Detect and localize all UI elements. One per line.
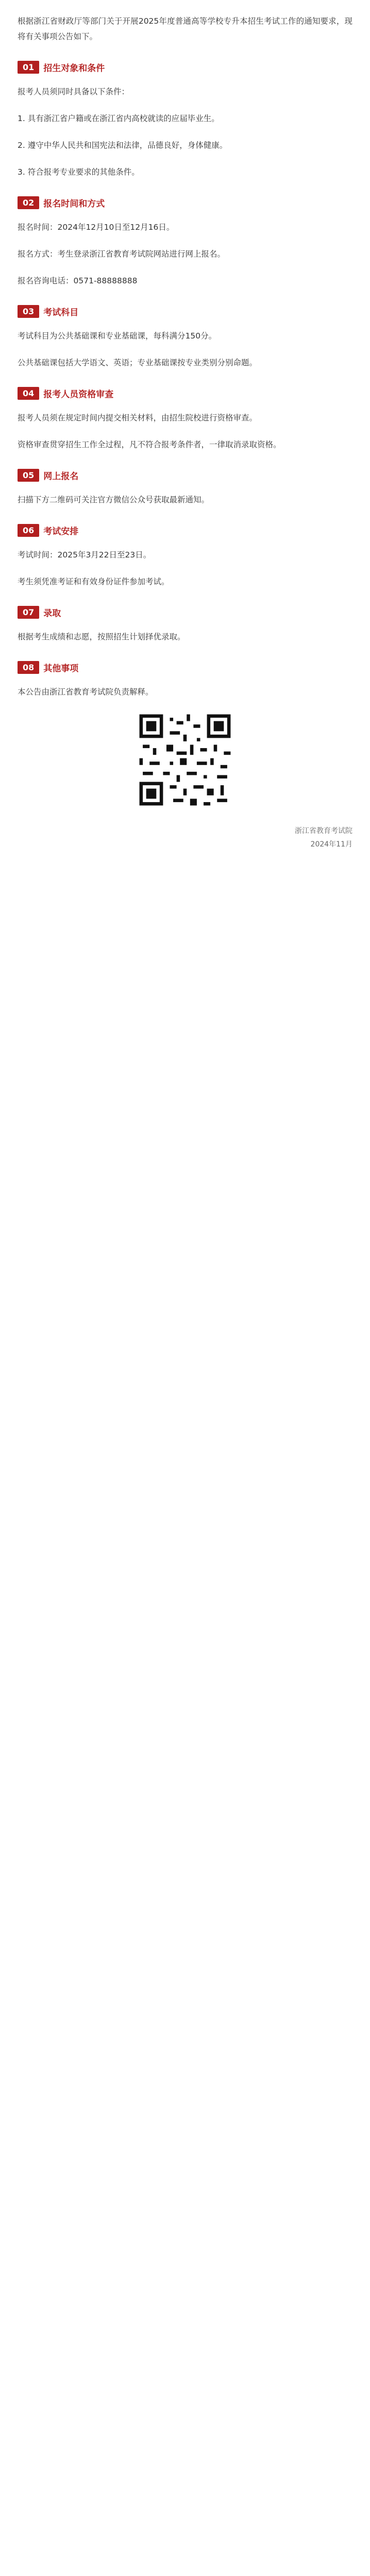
section-title <box>18 469 352 482</box>
section-heading: 其他事项 <box>43 664 79 674</box>
footer <box>18 824 352 851</box>
footer-date: 2024年11月 <box>310 840 352 849</box>
section-number: 07 <box>18 606 39 619</box>
section-paragraph: 2. 遵守中华人民共和国宪法和法律，品德良好，身体健康。 <box>18 141 228 150</box>
section-paragraph: 考试科目为公共基础课和专业基础课，每科满分150分。 <box>18 331 217 341</box>
section-title <box>18 524 352 537</box>
section-title <box>18 606 352 619</box>
qr-code-image[interactable] <box>136 711 234 809</box>
section-number: 03 <box>18 305 39 318</box>
section-paragraph: 1. 具有浙江省户籍或在浙江省内高校就读的应届毕业生。 <box>18 114 220 123</box>
section-number: 08 <box>18 661 39 674</box>
section-heading: 录取 <box>43 608 61 619</box>
section-paragraph: 报名时间：2024年12月10日至12月16日。 <box>18 223 175 232</box>
section-heading: 招生对象和条件 <box>43 63 105 74</box>
footer-org: 浙江省教育考试院 <box>295 827 352 835</box>
section-paragraph: 报名咨询电话：0571-88888888 <box>18 276 138 285</box>
section-paragraph: 3. 符合报考专业要求的其他条件。 <box>18 167 140 177</box>
section-title <box>18 61 352 74</box>
section-paragraph: 扫描下方二维码可关注官方微信公众号获取最新通知。 <box>18 495 210 504</box>
section-title <box>18 661 352 674</box>
section-heading: 网上报名 <box>43 471 79 482</box>
section-paragraph: 报名方式：考生登录浙江省教育考试院网站进行网上报名。 <box>18 249 226 259</box>
section-heading: 报考人员资格审查 <box>43 389 114 400</box>
section-paragraph: 考生须凭准考证和有效身份证件参加考试。 <box>18 577 170 586</box>
section-title <box>18 305 352 318</box>
section-number: 04 <box>18 387 39 400</box>
section-title <box>18 387 352 400</box>
section-title <box>18 196 352 209</box>
section-number: 01 <box>18 61 39 74</box>
section-paragraph: 报考人员须在规定时间内提交相关材料，由招生院校进行资格审查。 <box>18 413 258 422</box>
section-paragraph: 考试时间：2025年3月22日至23日。 <box>18 550 152 560</box>
section-paragraph: 报考人员须同时具备以下条件： <box>18 87 130 96</box>
section-paragraph: 公共基础课包括大学语文、英语；专业基础课按专业类别分别命题。 <box>18 358 258 367</box>
section-number: 05 <box>18 469 39 482</box>
section-paragraph: 本公告由浙江省教育考试院负责解释。 <box>18 687 154 697</box>
section-paragraph: 资格审查贯穿招生工作全过程，凡不符合报考条件者，一律取消录取资格。 <box>18 440 281 449</box>
article <box>0 0 370 872</box>
section-paragraph: 根据考生成绩和志愿，按照招生计划择优录取。 <box>18 632 186 641</box>
section-heading: 考试科目 <box>43 308 79 318</box>
section-number: 06 <box>18 524 39 537</box>
qr-code-wrapper <box>18 711 352 809</box>
section-heading: 报名时间和方式 <box>43 199 105 209</box>
intro-paragraph: 根据浙江省财政厅等部门关于开展2025年度普通高等学校专升本招生考试工作的通知要求，现将有关事项公告如下。 <box>18 16 352 41</box>
section-number: 02 <box>18 196 39 209</box>
section-heading: 考试安排 <box>43 527 79 537</box>
